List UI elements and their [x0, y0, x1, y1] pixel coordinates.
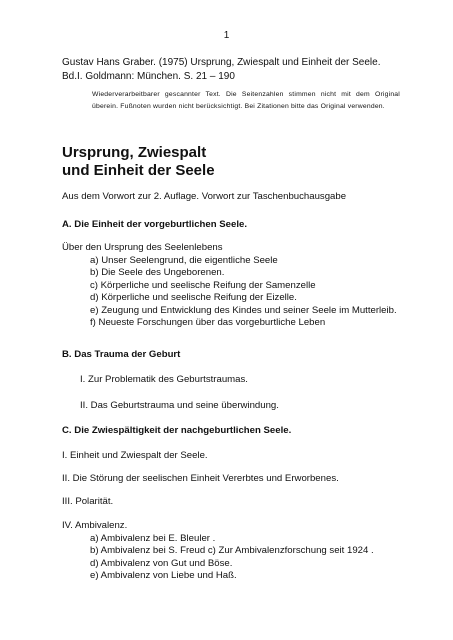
- citation-line-1: Gustav Hans Graber. (1975) Ursprung, Zwiespalt und Einheit der Seele.: [62, 57, 381, 68]
- section-a-list: [62, 255, 402, 330]
- citation: [62, 56, 402, 84]
- section-a-content: [62, 242, 402, 330]
- list-item: b) Die Seele des Ungeborenen.: [90, 267, 225, 278]
- list-item: e) Zeugung und Entwicklung des Kindes und seiner Seele im Mutterleib.: [90, 304, 397, 316]
- list-item: f) Neueste Forschungen über das vorgeburtliche Leben: [90, 317, 326, 328]
- section-c-item-3: III. Polarität.: [62, 496, 114, 507]
- subtitle: Aus dem Vorwort zur 2. Auflage. Vorwort zur Taschenbuchausgabe: [62, 191, 347, 202]
- list-item: d) Körperliche und seelische Reifung der Eizelle.: [90, 292, 297, 303]
- page-number: 1: [223, 30, 230, 41]
- section-c-item-2: II. Die Störung der seelischen Einheit Vererbtes und Erworbenes.: [62, 473, 339, 484]
- list-item: a) Ambivalenz bei E. Bleuler .: [90, 532, 216, 544]
- section-a-intro: Über den Ursprung des Seelenlebens: [62, 242, 223, 253]
- list-item: c) Körperliche und seelische Reifung der Samenzelle: [90, 279, 316, 291]
- list-item: d) Ambivalenz von Gut und Böse.: [90, 557, 233, 569]
- section-c-item-4-label: IV. Ambivalenz.: [62, 520, 128, 531]
- section-c-item-1: I. Einheit und Zwiespalt der Seele.: [62, 450, 208, 461]
- list-item: b) Ambivalenz bei S. Freud c) Zur Ambivalenzforschung seit 1924 .: [90, 545, 374, 556]
- scan-note: Wiederverarbeitbarer gescannter Text. Die Seitenzahlen stimmen nicht mit dem Original überein. Fußnoten wurden nicht berücksichtigt. Bei Zitationen bitte das Original verwenden.: [92, 91, 400, 110]
- list-item: e) Ambivalenz von Liebe und Haß.: [90, 570, 237, 581]
- section-a-heading: A. Die Einheit der vorgeburtlichen Seele.: [62, 219, 247, 230]
- ambivalenz-list: [62, 533, 402, 583]
- title-line-2: und Einheit der Seele: [62, 162, 215, 179]
- section-b-heading: B. Das Trauma der Geburt: [62, 349, 181, 360]
- title-line-1: Ursprung, Zwiespalt: [62, 144, 207, 161]
- document-title: [62, 144, 422, 180]
- section-c-item-4: [62, 520, 402, 583]
- section-b-item-1: I. Zur Problematik des Geburtstraumas.: [80, 374, 248, 385]
- section-c-heading: C. Die Zwiespältigkeit der nachgeburtlichen Seele.: [62, 425, 292, 436]
- section-b-item-2: II. Das Geburtstrauma und seine überwindung.: [80, 400, 279, 411]
- list-item: a) Unser Seelengrund, die eigentliche Seele: [90, 254, 278, 266]
- citation-line-2: Bd.I. Goldmann: München. S. 21 – 190: [62, 71, 235, 82]
